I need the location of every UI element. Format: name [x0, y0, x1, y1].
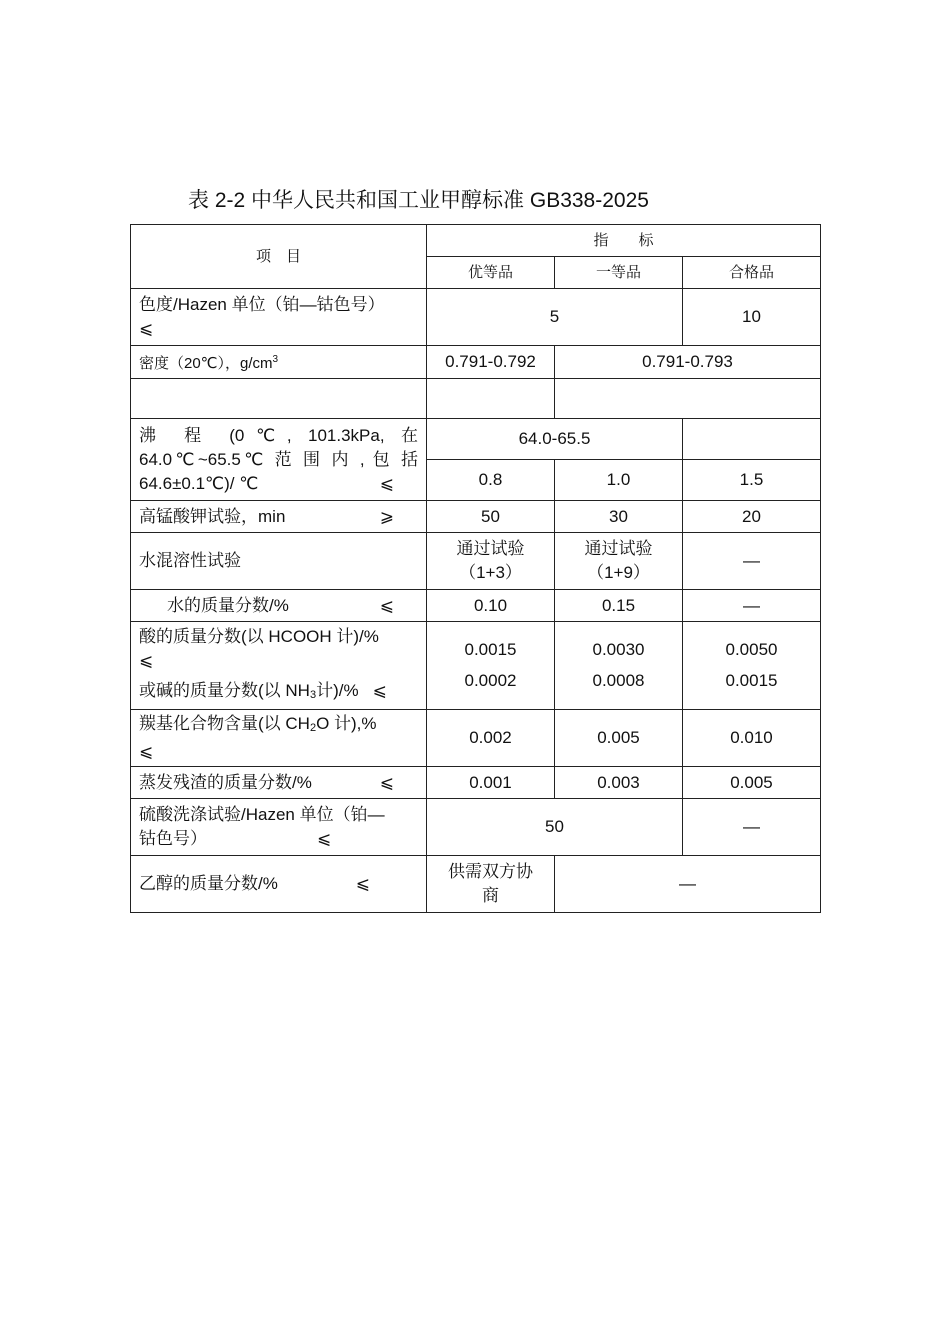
water-value-2: 0.15: [555, 590, 683, 622]
boiling-label-cell: [131, 419, 427, 501]
water-mix-value-1: [427, 533, 555, 590]
water-label: 水的质量分数/%: [167, 595, 289, 615]
sulfuric-value-3: —: [683, 799, 821, 856]
color-value-1-2: 5: [427, 289, 683, 346]
grade-premium-label: 优等品: [467, 264, 513, 281]
table-row-empty: [131, 379, 821, 419]
base-label-part1: 或碱的质量分数(以 NH: [139, 680, 310, 700]
acid-base-value-2: [555, 622, 683, 710]
carbonyl-sign: ⩽: [139, 742, 154, 761]
water-mix-value-1-line1: 通过试验: [456, 539, 525, 558]
acid-value-1: 0.0015: [464, 640, 517, 659]
water-sign: ⩽: [379, 595, 394, 615]
ethanol-sign: ⩽: [355, 874, 370, 893]
table-row: [131, 767, 821, 799]
boiling-label-line1: 沸 程 (0℃, 101.3kPa, 在: [139, 425, 418, 445]
grade-qualified: [683, 257, 821, 289]
density-label: 密度（20℃），g/cm: [139, 355, 273, 372]
boiling-value-2: 1.0: [555, 460, 683, 501]
kmno4-value-2: 30: [555, 501, 683, 533]
water-mix-value-3: —: [683, 533, 821, 590]
boiling-range-value: 64.0-65.5: [427, 419, 683, 460]
kmno4-value-1: 50: [427, 501, 555, 533]
empty-cell: [427, 379, 555, 419]
header-index: [427, 225, 821, 257]
header-index-label: 指 标: [593, 232, 654, 249]
acid-value-2: 0.0030: [592, 640, 645, 659]
row-label: [131, 590, 427, 622]
table-row: [131, 590, 821, 622]
carbonyl-value-2: 0.005: [555, 710, 683, 767]
boiling-label-line2: 64.0℃~65.5℃ 范 围 内 , 包 括: [139, 449, 418, 469]
water-mix-value-2-line1: 通过试验: [584, 539, 653, 558]
carbonyl-value-1: 0.002: [427, 710, 555, 767]
header-item-label: 项 目: [255, 248, 301, 265]
acid-base-label-cell: [131, 622, 427, 710]
row-label: [131, 346, 427, 379]
color-sign: ⩽: [139, 319, 154, 338]
empty-cell: [683, 419, 821, 460]
methanol-standard-table: [130, 224, 821, 913]
ethanol-value-1-text: 供需双方协商: [448, 862, 533, 905]
base-sign: ⩽: [372, 680, 387, 700]
table-row: [131, 710, 821, 767]
base-label-part2: 计)/%: [316, 680, 359, 700]
header-row: [131, 225, 821, 257]
empty-cell: [555, 379, 821, 419]
carbonyl-value-3: 0.010: [683, 710, 821, 767]
sulfuric-sign: ⩽: [317, 829, 332, 848]
table-row: [131, 533, 821, 590]
water-mix-value-2-line2: （1+9）: [587, 563, 650, 582]
table-row: [131, 289, 821, 346]
base-value-1: 0.0002: [464, 671, 517, 690]
table-row: [131, 856, 821, 913]
residue-value-2: 0.003: [555, 767, 683, 799]
kmno4-value-3: 20: [683, 501, 821, 533]
grade-first: [555, 257, 683, 289]
kmno4-label: 高锰酸钾试验，min: [139, 506, 286, 526]
density-value-2-3: 0.791-0.793: [555, 346, 821, 379]
ethanol-value-2-3: —: [555, 856, 821, 913]
water-mix-value-2: [555, 533, 683, 590]
water-value-3: —: [683, 590, 821, 622]
carbonyl-label-sub: 2: [309, 722, 317, 734]
kmno4-sign: ⩾: [379, 506, 394, 526]
row-label: [131, 501, 427, 533]
row-label: [131, 289, 427, 346]
table-row: [131, 622, 821, 710]
residue-value-3: 0.005: [683, 767, 821, 799]
table-row: [131, 799, 821, 856]
grade-qualified-label: 合格品: [728, 264, 774, 281]
sulfuric-label-line1: 硫酸洗涤试验/Hazen 单位（铂—: [139, 805, 385, 824]
color-value-3: 10: [683, 289, 821, 346]
boiling-value-1: 0.8: [427, 460, 555, 501]
carbonyl-label-part1: 羰基化合物含量(以 CH: [139, 714, 310, 733]
table-row: [131, 501, 821, 533]
sulfuric-label-line2: 钴色号）: [139, 829, 207, 848]
grade-premium: [427, 257, 555, 289]
base-value-3: 0.0015: [725, 671, 778, 690]
water-mix-value-1-line2: （1+3）: [459, 563, 522, 582]
acid-value-3: 0.0050: [725, 640, 778, 659]
acid-label: 酸的质量分数(以 HCOOH 计)/%: [139, 626, 379, 646]
boiling-sign: ⩽: [379, 473, 394, 493]
table-row: [131, 419, 821, 460]
boiling-value-3: 1.5: [683, 460, 821, 501]
color-label: 色度/Hazen 单位（铂—钴色号）: [139, 295, 385, 314]
row-label: [131, 710, 427, 767]
base-label-sub: 3: [309, 688, 317, 701]
acid-base-value-3: [683, 622, 821, 710]
table-title: 表 2-2 中华人民共和国工业甲醇标准 GB338-2025: [188, 189, 649, 212]
residue-value-1: 0.001: [427, 767, 555, 799]
sulfuric-value-1-2: 50: [427, 799, 683, 856]
density-value-1: 0.791-0.792: [427, 346, 555, 379]
water-mix-label: 水混溶性试验: [139, 551, 241, 570]
residue-label: 蒸发残渣的质量分数/%: [139, 772, 312, 792]
row-label: [131, 856, 427, 913]
density-unit-sup: 3: [272, 354, 279, 365]
acid-sign: ⩽: [139, 650, 154, 670]
water-value-1: 0.10: [427, 590, 555, 622]
table-row: [131, 346, 821, 379]
boiling-label-line3: 64.6±0.1℃)/ ℃: [139, 473, 259, 493]
header-item: [131, 225, 427, 289]
row-label: [131, 767, 427, 799]
empty-cell: [131, 379, 427, 419]
ethanol-value-1: [427, 856, 555, 913]
ethanol-label: 乙醇的质量分数/%: [139, 874, 278, 893]
row-label: [131, 533, 427, 590]
acid-base-value-1: [427, 622, 555, 710]
grade-first-label: 一等品: [595, 264, 641, 281]
residue-sign: ⩽: [379, 772, 394, 792]
base-value-2: 0.0008: [592, 671, 645, 690]
row-label: [131, 799, 427, 856]
carbonyl-label-part2: O 计),%: [316, 714, 377, 733]
